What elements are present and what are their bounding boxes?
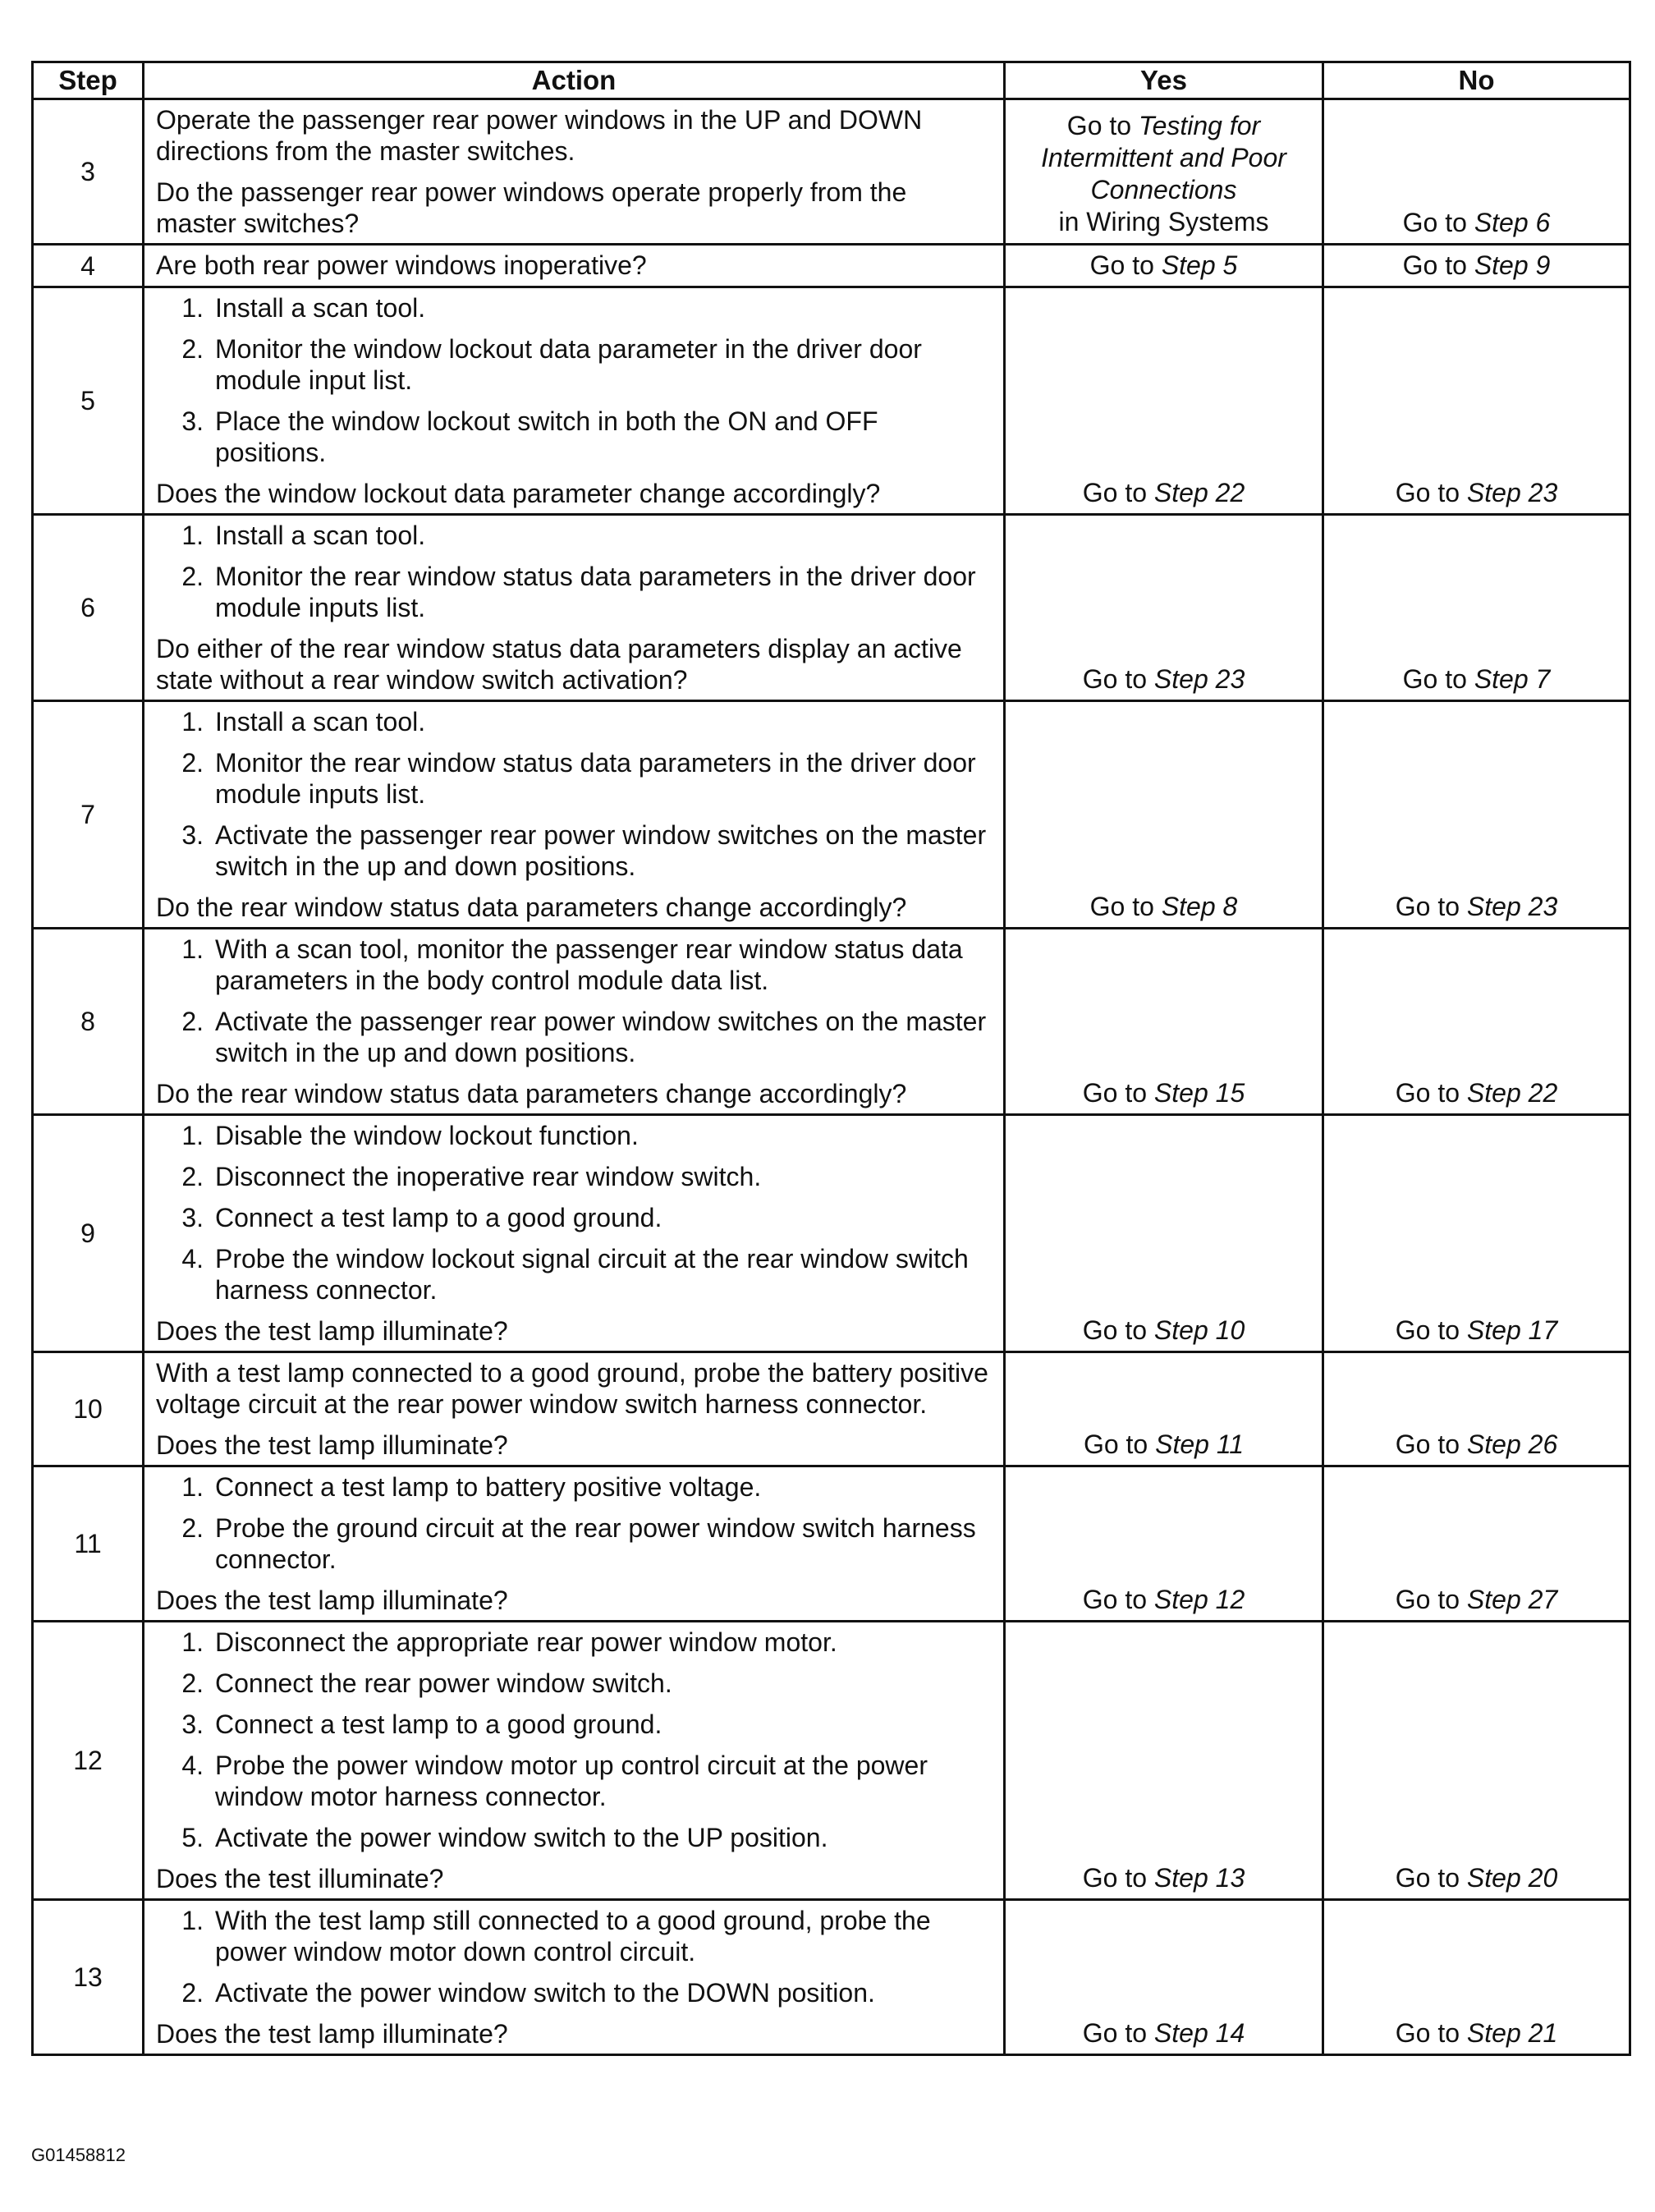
no-prefix: Go to xyxy=(1395,1315,1460,1345)
header-step: Step xyxy=(33,62,144,99)
instruction-list xyxy=(156,292,992,468)
action-question: Do either of the rear window status data parameters display an active state without a rear window switch activation? xyxy=(156,634,962,695)
instruction-text: Disable the window lockout function. xyxy=(215,1121,639,1150)
instruction-number: 2. xyxy=(181,334,204,364)
no-prefix: Go to xyxy=(1395,1863,1460,1893)
no-prefix: Go to xyxy=(1402,664,1467,694)
step-number: 8 xyxy=(33,929,144,1115)
yes-result-cell xyxy=(1005,1900,1323,2055)
instruction-item xyxy=(156,1750,992,1812)
yes-result xyxy=(1083,1585,1245,1614)
yes-result xyxy=(1083,1863,1245,1893)
instruction-number: 1. xyxy=(181,934,204,964)
no-result xyxy=(1403,664,1551,694)
instruction-item xyxy=(156,1471,992,1503)
action-cell xyxy=(144,1622,1005,1900)
instruction-item xyxy=(156,934,992,996)
instruction-number: 4. xyxy=(181,1244,204,1274)
instruction-list xyxy=(156,1120,992,1306)
instruction-text: Connect a test lamp to battery positive voltage. xyxy=(215,1472,762,1502)
instruction-item xyxy=(156,1202,992,1233)
instruction-number: 3. xyxy=(181,1203,204,1232)
no-prefix: Go to xyxy=(1402,250,1467,280)
action-question: Does the window lockout data parameter change accordingly? xyxy=(156,479,881,508)
instruction-text: Disconnect the appropriate rear power window motor. xyxy=(215,1627,837,1657)
action-cell xyxy=(144,1352,1005,1466)
diagnostic-table-container xyxy=(31,61,1629,2056)
instruction-item xyxy=(156,520,992,551)
yes-result xyxy=(1083,664,1245,694)
no-result xyxy=(1396,1315,1557,1345)
yes-result xyxy=(1083,1078,1245,1108)
header-no: No xyxy=(1323,62,1630,99)
instruction-text: Place the window lockout switch in both the ON and OFF positions. xyxy=(215,406,878,467)
yes-prefix: Go to xyxy=(1082,1585,1148,1614)
no-result-cell xyxy=(1323,1900,1630,2055)
table-row xyxy=(33,701,1630,929)
yes-step-reference[interactable]: Step 8 xyxy=(1161,892,1238,921)
no-step-reference[interactable]: Step 27 xyxy=(1466,1585,1558,1614)
no-prefix: Go to xyxy=(1395,1078,1460,1108)
no-step-reference[interactable]: Step 17 xyxy=(1466,1315,1558,1345)
no-step-reference[interactable]: Step 22 xyxy=(1466,1078,1558,1108)
instruction-text: Activate the power window switch to the UP position. xyxy=(215,1823,828,1852)
yes-result xyxy=(1090,892,1238,921)
table-row xyxy=(33,1352,1630,1466)
no-prefix: Go to xyxy=(1395,2018,1460,2048)
instruction-number: 2. xyxy=(181,1162,204,1191)
no-result xyxy=(1403,208,1551,237)
action-paragraph: Operate the passenger rear power windows in the UP and DOWN directions from the master switches. xyxy=(156,105,923,166)
action-cell xyxy=(144,1900,1005,2055)
no-step-reference[interactable]: Step 23 xyxy=(1466,892,1558,921)
yes-step-reference[interactable]: Step 15 xyxy=(1153,1078,1245,1108)
yes-prefix: Go to xyxy=(1082,2018,1148,2048)
instruction-text: Install a scan tool. xyxy=(215,707,426,737)
no-result-cell xyxy=(1323,929,1630,1115)
instruction-number: 1. xyxy=(181,1472,204,1502)
action-paragraph: With a test lamp connected to a good ground, probe the battery positive voltage circuit at the rear power window switch harness connector. xyxy=(156,1358,988,1419)
yes-result-cell xyxy=(1005,1115,1323,1352)
instruction-number: 3. xyxy=(181,820,204,850)
instruction-list xyxy=(156,1471,992,1575)
step-number: 12 xyxy=(33,1622,144,1900)
yes-prefix: Go to xyxy=(1082,1863,1148,1893)
instruction-list xyxy=(156,706,992,882)
yes-result xyxy=(1090,250,1238,280)
instruction-text: Connect the rear power window switch. xyxy=(215,1668,672,1698)
table-row xyxy=(33,287,1630,515)
yes-step-reference[interactable]: Testing for Intermittent and Poor Connections xyxy=(1041,111,1286,204)
instruction-item xyxy=(156,1243,992,1306)
action-question: Do the rear window status data parameters change accordingly? xyxy=(156,1079,907,1108)
action-question: Does the test lamp illuminate? xyxy=(156,1586,508,1615)
no-result xyxy=(1396,892,1557,921)
no-step-reference[interactable]: Step 7 xyxy=(1474,664,1551,694)
no-prefix: Go to xyxy=(1395,478,1460,507)
action-question: Does the test lamp illuminate? xyxy=(156,2019,508,2049)
step-number: 4 xyxy=(33,245,144,287)
instruction-number: 1. xyxy=(181,1121,204,1150)
yes-prefix: Go to xyxy=(1082,1315,1148,1345)
instruction-number: 1. xyxy=(181,1906,204,1935)
no-result-cell xyxy=(1323,701,1630,929)
no-prefix: Go to xyxy=(1395,1585,1460,1614)
no-prefix: Go to xyxy=(1395,892,1460,921)
action-cell xyxy=(144,929,1005,1115)
instruction-item xyxy=(156,292,992,324)
instruction-text: Activate the power window switch to the DOWN position. xyxy=(215,1978,875,2008)
yes-prefix: Go to xyxy=(1089,250,1154,280)
instruction-item xyxy=(156,1668,992,1699)
table-row xyxy=(33,245,1630,287)
instruction-text: Disconnect the inoperative rear window switch. xyxy=(215,1162,762,1191)
table-row xyxy=(33,1622,1630,1900)
step-number: 10 xyxy=(33,1352,144,1466)
instruction-item xyxy=(156,1006,992,1068)
yes-step-reference[interactable]: Step 5 xyxy=(1161,250,1238,280)
no-result-cell xyxy=(1323,99,1630,245)
table-row xyxy=(33,515,1630,701)
yes-step-reference[interactable]: Step 22 xyxy=(1153,478,1245,507)
yes-suffix: in Wiring Systems xyxy=(1058,207,1269,236)
no-step-reference[interactable]: Step 21 xyxy=(1466,2018,1558,2048)
action-question: Does the test lamp illuminate? xyxy=(156,1430,508,1460)
instruction-item xyxy=(156,1161,992,1192)
instruction-item xyxy=(156,1905,992,1967)
yes-result-cell xyxy=(1005,929,1323,1115)
instruction-item xyxy=(156,561,992,623)
instruction-item xyxy=(156,706,992,737)
action-question: Do the passenger rear power windows operate properly from the master switches? xyxy=(156,177,907,238)
instruction-list xyxy=(156,934,992,1068)
instruction-number: 1. xyxy=(181,1627,204,1657)
step-number: 5 xyxy=(33,287,144,515)
no-prefix: Go to xyxy=(1402,208,1467,237)
yes-result-cell xyxy=(1005,701,1323,929)
table-header-row xyxy=(33,62,1630,99)
instruction-number: 1. xyxy=(181,293,204,323)
instruction-text: Connect a test lamp to a good ground. xyxy=(215,1203,662,1232)
no-result xyxy=(1396,2018,1557,2048)
action-question: Does the test lamp illuminate? xyxy=(156,1316,508,1346)
yes-prefix: Go to xyxy=(1082,664,1148,694)
instruction-item xyxy=(156,819,992,882)
step-number: 13 xyxy=(33,1900,144,2055)
instruction-item xyxy=(156,1627,992,1658)
instruction-text: Install a scan tool. xyxy=(215,293,426,323)
table-row xyxy=(33,929,1630,1115)
no-step-reference[interactable]: Step 26 xyxy=(1466,1430,1558,1459)
no-result-cell xyxy=(1323,1466,1630,1622)
no-step-reference[interactable]: Step 9 xyxy=(1474,250,1551,280)
action-question: Do the rear window status data parameters change accordingly? xyxy=(156,893,907,922)
step-number: 7 xyxy=(33,701,144,929)
diagnostic-step-table xyxy=(31,61,1631,2056)
yes-prefix: Go to xyxy=(1082,1078,1148,1108)
instruction-list xyxy=(156,520,992,623)
yes-step-reference[interactable]: Step 10 xyxy=(1153,1315,1245,1345)
instruction-number: 5. xyxy=(181,1823,204,1852)
step-number: 3 xyxy=(33,99,144,245)
no-result xyxy=(1396,1430,1557,1459)
instruction-item xyxy=(156,1709,992,1740)
yes-step-reference[interactable]: Step 11 xyxy=(1155,1430,1245,1459)
table-row xyxy=(33,1115,1630,1352)
action-question: Are both rear power windows inoperative? xyxy=(156,250,647,280)
step-number: 9 xyxy=(33,1115,144,1352)
instruction-number: 1. xyxy=(181,707,204,737)
yes-result-cell xyxy=(1005,1352,1323,1466)
instruction-item xyxy=(156,1512,992,1575)
instruction-number: 2. xyxy=(181,562,204,591)
no-result xyxy=(1396,478,1557,507)
instruction-number: 2. xyxy=(181,1007,204,1036)
instruction-text: With the test lamp still connected to a good ground, probe the power window motor down control circuit. xyxy=(215,1906,931,1966)
instruction-text: Monitor the rear window status data parameters in the driver door module inputs list. xyxy=(215,748,976,809)
action-cell xyxy=(144,701,1005,929)
instruction-item xyxy=(156,1977,992,2008)
instruction-item xyxy=(156,747,992,810)
instruction-number: 3. xyxy=(181,1709,204,1739)
no-step-reference[interactable]: Step 23 xyxy=(1466,478,1558,507)
instruction-number: 2. xyxy=(181,1668,204,1698)
yes-result xyxy=(1012,110,1315,238)
yes-result-cell xyxy=(1005,245,1323,287)
no-result xyxy=(1396,1585,1557,1614)
yes-result-cell xyxy=(1005,287,1323,515)
yes-result-cell xyxy=(1005,1466,1323,1622)
yes-prefix: Go to xyxy=(1083,1430,1148,1459)
action-cell xyxy=(144,245,1005,287)
instruction-item xyxy=(156,406,992,468)
table-body xyxy=(33,99,1630,2055)
instruction-item xyxy=(156,333,992,396)
instruction-text: Probe the power window motor up control circuit at the power window motor harness connector. xyxy=(215,1751,928,1811)
instruction-number: 1. xyxy=(181,521,204,550)
no-result-cell xyxy=(1323,1622,1630,1900)
table-row xyxy=(33,1900,1630,2055)
instruction-text: Install a scan tool. xyxy=(215,521,426,550)
action-cell xyxy=(144,99,1005,245)
table-row xyxy=(33,99,1630,245)
yes-result-cell xyxy=(1005,99,1323,245)
no-result-cell xyxy=(1323,287,1630,515)
action-cell xyxy=(144,1466,1005,1622)
instruction-number: 2. xyxy=(181,748,204,778)
yes-result xyxy=(1083,1315,1245,1345)
no-result-cell xyxy=(1323,515,1630,701)
yes-step-reference[interactable]: Step 14 xyxy=(1153,2018,1245,2048)
instruction-item xyxy=(156,1822,992,1853)
yes-step-reference[interactable]: Step 23 xyxy=(1153,664,1245,694)
instruction-text: Monitor the window lockout data parameter in the driver door module input list. xyxy=(215,334,922,395)
instruction-text: With a scan tool, monitor the passenger rear window status data parameters in the body control module data list. xyxy=(215,934,963,995)
instruction-number: 2. xyxy=(181,1513,204,1543)
instruction-text: Monitor the rear window status data parameters in the driver door module inputs list. xyxy=(215,562,976,622)
yes-result xyxy=(1083,478,1245,507)
yes-prefix: Go to xyxy=(1066,111,1132,140)
yes-result-cell xyxy=(1005,1622,1323,1900)
no-result-cell xyxy=(1323,1352,1630,1466)
yes-result-cell xyxy=(1005,515,1323,701)
no-step-reference[interactable]: Step 6 xyxy=(1474,208,1551,237)
no-result xyxy=(1403,250,1551,280)
table-row xyxy=(33,1466,1630,1622)
yes-prefix: Go to xyxy=(1082,478,1148,507)
yes-step-reference[interactable]: Step 13 xyxy=(1153,1863,1245,1893)
action-question: Does the test illuminate? xyxy=(156,1864,444,1893)
step-number: 6 xyxy=(33,515,144,701)
yes-prefix: Go to xyxy=(1089,892,1154,921)
yes-result xyxy=(1084,1430,1244,1459)
action-cell xyxy=(144,287,1005,515)
no-result xyxy=(1396,1078,1557,1108)
no-result-cell xyxy=(1323,245,1630,287)
header-yes: Yes xyxy=(1005,62,1323,99)
yes-result xyxy=(1083,2018,1245,2048)
no-prefix: Go to xyxy=(1395,1430,1460,1459)
instruction-list xyxy=(156,1905,992,2008)
action-cell xyxy=(144,515,1005,701)
instruction-text: Activate the passenger rear power window switches on the master switch in the up and down positions. xyxy=(215,820,987,881)
instruction-text: Probe the ground circuit at the rear power window switch harness connector. xyxy=(215,1513,976,1574)
no-result xyxy=(1396,1863,1557,1893)
instruction-text: Connect a test lamp to a good ground. xyxy=(215,1709,662,1739)
instruction-text: Activate the passenger rear power window switches on the master switch in the up and down positions. xyxy=(215,1007,987,1067)
header-action: Action xyxy=(144,62,1005,99)
figure-code: G01458812 xyxy=(31,2145,126,2165)
no-result-cell xyxy=(1323,1115,1630,1352)
step-number: 11 xyxy=(33,1466,144,1622)
no-step-reference[interactable]: Step 20 xyxy=(1466,1863,1558,1893)
instruction-number: 4. xyxy=(181,1751,204,1780)
instruction-number: 2. xyxy=(181,1978,204,2008)
instruction-number: 3. xyxy=(181,406,204,436)
action-cell xyxy=(144,1115,1005,1352)
instruction-text: Probe the window lockout signal circuit at the rear window switch harness connector. xyxy=(215,1244,969,1305)
instruction-item xyxy=(156,1120,992,1151)
instruction-list xyxy=(156,1627,992,1853)
yes-step-reference[interactable]: Step 12 xyxy=(1153,1585,1245,1614)
